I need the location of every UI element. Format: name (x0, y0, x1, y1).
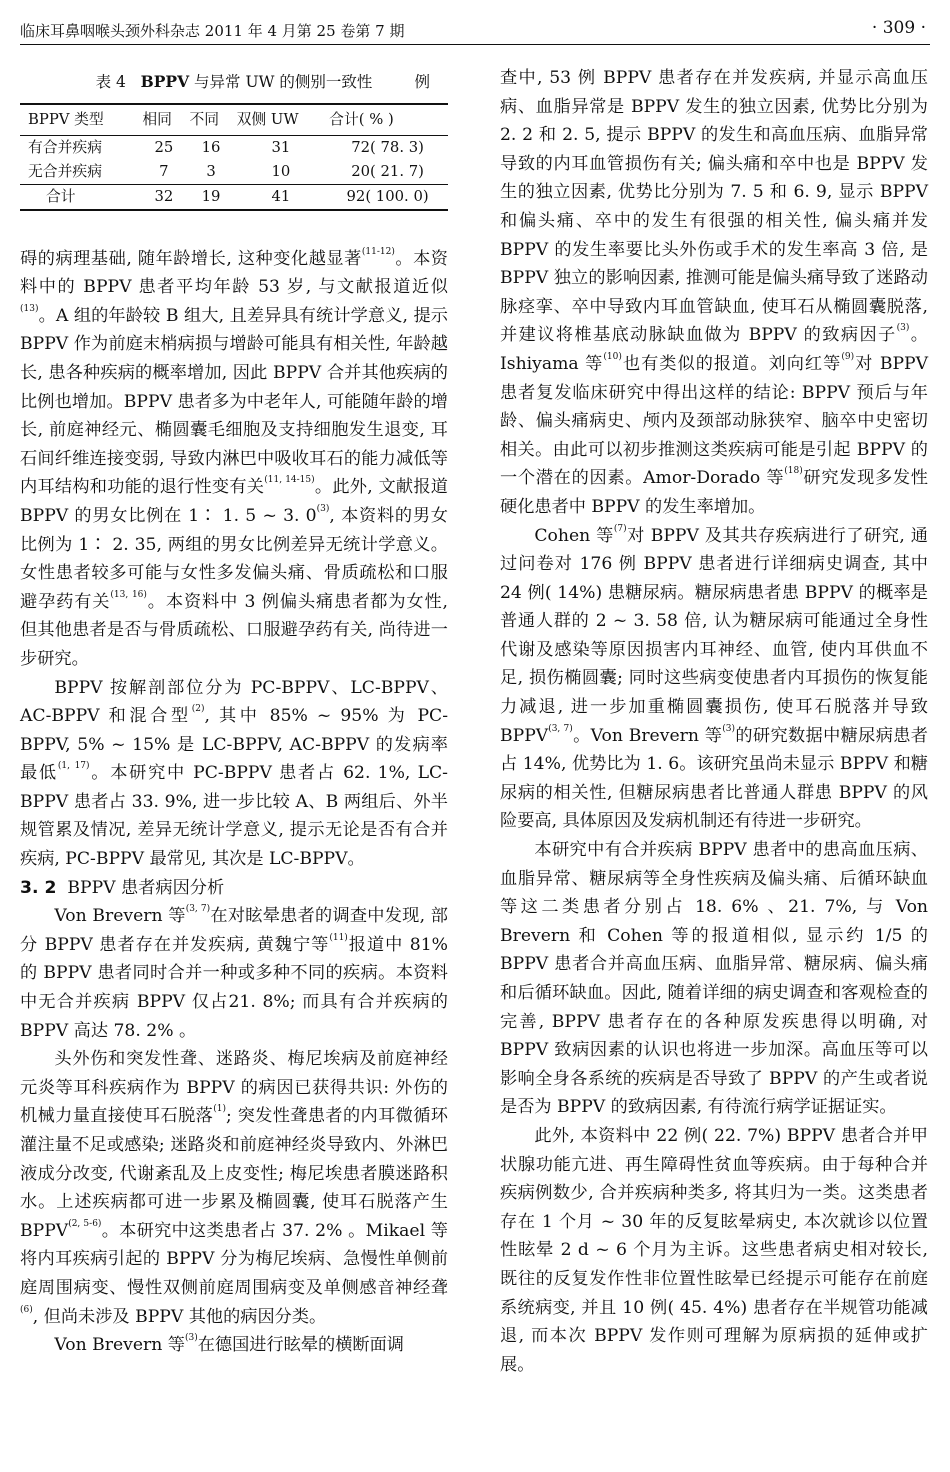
text: 。此外, 文献报道 BPPV 的男女比例在 1∶ 1. 5 ~ 3. 0 (20, 477, 448, 526)
text: 。本研究中这类患者占 37. 2% 。Mikael 等将内耳疾病引起的 BPPV 分为梅尼埃病、急慢性单侧前庭周围病变、慢性双侧前庭周围病变及单侧感音神经聋 (20, 1220, 448, 1298)
paragraph: 本研究中有合并疾病 BPPV 患者中的患高血压病、血脂异常、糖尿病等全身性疾病及偏头痛、后循环缺血等这二类患者分别占 18. 6% 、21. 7%, 与 Von Brevern 和 Cohen 等的报道相似, 显示约 1/5 的 BPPV 患者合并高血压病、血脂异常、糖尿病、偏头痛和后循环缺血。因此, 随着详细的病史调查和客观检查的完善, BPPV 患者存在的各种原发疾患得以明确, 对 BPPV 致病因素的认识也将进一步加深。高血压等可以影响全身各系统的疾病是否导致了 BPPV 的产生或者说是否为 BPPV 的致病因素, 有待流行病学证据证实。 (500, 840, 928, 1118)
table-cell: 92( 100. 0) (327, 184, 448, 210)
citation: (6) (20, 1304, 33, 1315)
table-cell: 25 (154, 138, 174, 156)
section-number: 3. 2 (20, 877, 57, 898)
text: 。Von Brevern 等 (572, 725, 723, 746)
text: 。A 组的年龄较 B 组大, 且差异具有统计学意义, 提示 BPPV 作为前庭末梢病损与增龄可能具有相关性, 年龄越长, 患各种疾病的概率增加, 因此 BPPV 合并其他疾病的比例也增加。BPPV 患者多为中老年人, 可能随年龄的增长, 前庭神经元、椭圆囊毛细胞及支持细胞发生退变, 耳石间纤维连接变弱, 导致内淋巴中吸收耳石的能力减低等内耳结构和功能的退行性变有关 (20, 305, 448, 498)
table-title-bold: BPPV (140, 72, 190, 91)
table-label: 表 4 (95, 73, 126, 91)
paragraph (20, 245, 448, 674)
paragraph (20, 1045, 448, 1331)
table-header-row (20, 104, 448, 136)
table-cell: 20( 21. 7) (351, 162, 424, 180)
text: , 其中 85% ~ 95% 为 PC-BPPV, 5% ~ 15% 是 LC-BPPV, AC-BPPV 的发病率最低 (20, 706, 448, 784)
citation: (3) (316, 503, 330, 514)
citation: (7) (613, 523, 627, 534)
text: 查中, 53 例 BPPV 患者存在并发疾病, 并显示高血压病、血脂异常是 BPPV 发生的独立因素, 优势比分别为 2. 2 和 2. 5, 提示 BPPV 的发生和高血压病、血脂异常导致的内耳血管损伤有关; 偏头痛和卒中也是 BPPV 发生的独立因素, 优势比分别为 7. 5 和 6. 9, 显示 BPPV 和偏头痛、卒中的发生有很强的相关性, 偏头痛并发 BPPV 的发生率要比头外伤或手术的发生率高 3 倍, 是 BPPV 独立的影响因素, 推测可能是偏头痛导致了迷路动脉痉挛、卒中导致内耳血管缺血, 使耳石从椭圆囊脱落, 并建议将椎基底动脉缺血做为 BPPV 的致病因子 (500, 68, 928, 346)
text: BPPV 按解剖部位分为 PC-BPPV、LC-BPPV、AC-BPPV 和混合型 (20, 677, 448, 727)
table-cell: 72( 78. 3) (351, 138, 424, 156)
paragraph (20, 674, 448, 874)
citation: (1, 17) (57, 761, 90, 772)
running-header (20, 14, 930, 45)
column-header: 不同 (187, 104, 234, 136)
table-row (20, 160, 448, 185)
column-header: 合计( % ) (327, 104, 448, 136)
citation: (3) (184, 1333, 198, 1344)
paragraph (20, 1331, 448, 1360)
table-cell: 有合并疾病 (28, 138, 102, 156)
citation: (2, 5-6) (68, 1218, 102, 1229)
text: 报道中 81% 的 BPPV 患者同时合并一种或多种不同的疾病。本资料中无合并疾病 BPPV 仅占21. 8%; 而具有合并疾病的 BPPV 高达 78. 2% 。 (20, 934, 448, 1041)
text: 在对眩晕患者的调查中发现, 部分 BPPV 患者存在并发疾病, 黄魏宁等 (20, 906, 448, 955)
citation: (13, 16) (110, 589, 147, 600)
text: , 但尚未涉及 BPPV 其他的病因分类。 (32, 1306, 327, 1327)
citation: (11-12) (361, 246, 395, 257)
citation: (3, 7) (548, 723, 573, 734)
text: , 本资料的男女比例为 1∶ 2. 35, 两组的男女比例差异无统计学意义。女性患者较多可能与女性多发偏头痛、骨质疏松和口服避孕药有关 (20, 505, 448, 612)
table-cell: 合计 (20, 184, 140, 210)
right-column (500, 64, 928, 1379)
table-cell: 16 (201, 138, 221, 156)
citation: (2) (191, 704, 205, 715)
section-title: BPPV 患者病因分析 (67, 877, 225, 898)
text: 。本研究中 PC-BPPV 患者占 62. 1%, LC-BPPV 患者占 33. 9%, 进一步比较 A、B 两组后、外半规管累及情况, 差异无统计学意义, 提示无论是否有合并疾病, PC-BPPV 最常见, 其次是 LC-BPPV。 (20, 763, 448, 870)
citation: (3, 7) (185, 904, 211, 915)
text: ; 突发性聋患者的内耳微循环灌注量不足或感染; 迷路炎和前庭神经炎导致内、外淋巴液成分改变, 代谢紊乱及上皮变性; 梅尼埃患者膜迷路积水。上述疾病都可进一步累及椭圆囊, 使耳石脱落产生 BPPV (20, 1106, 448, 1241)
citation: (3) (722, 723, 736, 734)
text: 的研究数据中糖尿病患者占 14%, 优势比为 1. 6。该研究虽尚未显示 BPPV 和糖尿病的相关性, 但糖尿病患者比普通人群患 BPPV 的风险要高, 具体原因及发病机制还有待进一步研究。 (500, 725, 928, 832)
column-header: BPPV 类型 (20, 104, 140, 136)
text: 碍的病理基础, 随年龄增长, 这种变化越显著 (20, 248, 362, 269)
text: 研究发现多发性硬化患者中 BPPV 的发生率增加。 (500, 468, 928, 517)
text: 。本资料中的 BPPV 患者平均年龄 53 岁, 与文献报道近似 (20, 248, 448, 298)
table-cell: 41 (235, 184, 328, 210)
section-heading (20, 874, 448, 903)
citation: (1) (213, 1104, 226, 1115)
table-cell: 3 (206, 162, 216, 180)
paragraph (500, 64, 928, 522)
table-title-text: 与异常 UW 的侧别一致性 (189, 73, 373, 91)
text: 也有类似的报道。刘向红等 (621, 353, 842, 374)
paragraph (500, 522, 928, 837)
table-caption (20, 68, 448, 97)
text: 。Ishiyama 等 (500, 325, 928, 374)
table-cell: 19 (187, 184, 234, 210)
text: 。本资料中 3 例偏头痛患者都为女性, 但其他患者是否与骨质疏松、口服避孕药有关, 尚待进一步研究。 (20, 591, 448, 669)
text: 头外伤和突发性聋、迷路炎、梅尼埃病及前庭神经元炎等耳科疾病作为 BPPV 的病因已获得共识: 外伤的机械力量直接使耳石脱落 (20, 1049, 448, 1127)
text: Cohen 等 (534, 525, 614, 546)
table-row (20, 135, 448, 160)
table-unit: 例 (414, 73, 430, 91)
table-cell: 无合并疾病 (28, 162, 102, 180)
citation: (11) (329, 932, 348, 943)
paragraph: 此外, 本资料中 22 例( 22. 7%) BPPV 患者合并甲状腺功能亢进、再生障碍性贫血等疾病。由于每种合并疾病例数少, 合并疾病种类多, 将其归为一类。这类患者存在 1 个月 ~ 30 年的反复眩晕病史, 本次就诊以位置性眩晕 2 d ~ 6 个月为主诉。这些患者病史相对较长, 既往的反复发作性非位置性眩晕已经提示可能存在前庭系统病变, 并且 10 例( 45. 4%) 患者存在半规管功能减退, 而本次 BPPV 发作则可理解为原病损的延伸或扩展。 (500, 1125, 928, 1375)
page-number: · 309 · (871, 18, 926, 38)
table-total-row (20, 184, 448, 210)
table-cell: 10 (271, 162, 291, 180)
text: Von Brevern 等 (54, 1335, 185, 1356)
citation: (13) (20, 303, 39, 314)
text: 对 BPPV 患者复发临床研究中得出这样的结论: BPPV 预后与年龄、偏头痛病史、颅内及颈部动脉狭窄、脑卒中史密切相关。由此可以初步推测这类疾病可能是引起 BPPV 的一个潜在的因素。Amor-Dorado 等 (500, 353, 928, 489)
paragraph (20, 902, 448, 1045)
table-cell: 31 (271, 138, 291, 156)
text: Von Brevern 等 (54, 906, 186, 927)
journal-citation: 临床耳鼻咽喉头颈外科杂志 2011 年 4 月第 25 卷第 7 期 (20, 22, 405, 40)
citation: (11, 14-15) (264, 475, 315, 486)
citation: (3) (896, 323, 910, 334)
citation: (18) (784, 466, 803, 477)
table-cell: 7 (159, 162, 169, 180)
table-cell: 32 (140, 184, 187, 210)
left-column (20, 68, 448, 1360)
text: 对 BPPV 及其共存疾病进行了研究, 通过问卷对 176 例 BPPV 患者进行详细病史调查, 其中 24 例( 14%) 患糖尿病。糖尿病患者患 BPPV 的概率是普通人群的 2 ~ 3. 58 倍, 认为糖尿病可能通过全身性代谢及感染等原因损害内耳神经、血管, 使内耳供血不足, 损伤椭圆囊; 同时这些病变使患者内耳损伤的恢复能力减退, 进一步加重椭圆囊损伤, 使耳石脱落并导致 BPPV (500, 525, 928, 746)
consistency-table (20, 103, 448, 211)
citation: (9) (841, 351, 855, 362)
text: 在德国进行眩晕的横断面调 (197, 1335, 404, 1356)
column-header: 双侧 UW (235, 104, 328, 136)
citation: (10) (603, 351, 622, 362)
column-header: 相同 (140, 104, 187, 136)
